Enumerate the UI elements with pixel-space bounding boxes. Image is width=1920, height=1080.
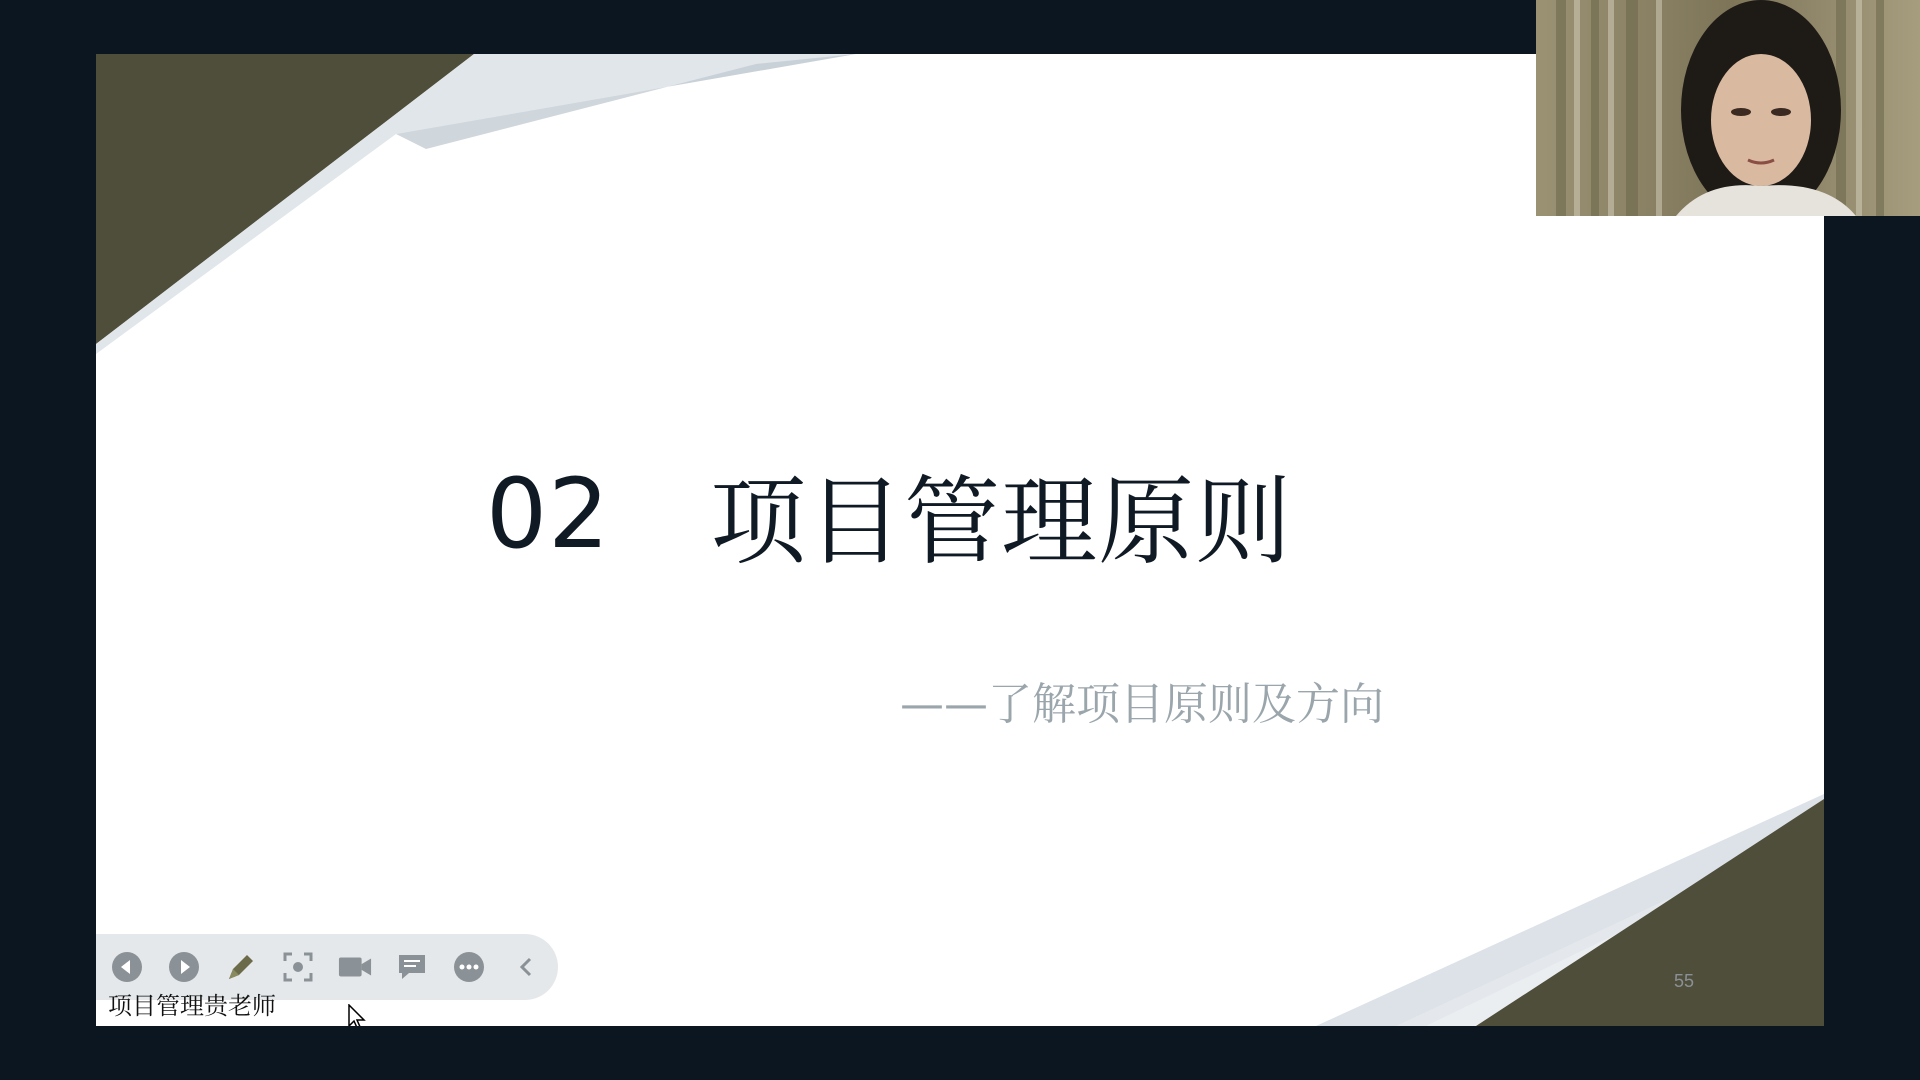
slide-subtitle: ——了解项目原则及方向 — [900, 679, 1384, 730]
webcam-image — [1536, 0, 1920, 216]
next-icon — [168, 951, 200, 983]
camera-button[interactable] — [338, 950, 372, 984]
more-button[interactable] — [452, 950, 486, 984]
comment-icon — [396, 951, 428, 983]
presenter-name: 项目管理贵老师 — [108, 992, 276, 1020]
previous-icon — [111, 951, 143, 983]
comment-button[interactable] — [395, 950, 429, 984]
collapse-icon — [514, 953, 538, 981]
pen-button[interactable] — [224, 950, 258, 984]
pen-icon — [225, 951, 257, 983]
previous-button[interactable] — [110, 950, 144, 984]
webcam-feed — [1536, 0, 1920, 216]
screenshot-button[interactable] — [281, 950, 315, 984]
more-icon — [453, 951, 485, 983]
slide-title — [486, 454, 1293, 578]
section-number: 02 — [486, 458, 611, 570]
collapse-button[interactable] — [509, 950, 543, 984]
mouse-cursor-icon — [348, 1004, 368, 1026]
page-number: 55 — [1673, 971, 1694, 991]
screenshot-icon — [282, 951, 314, 983]
next-button[interactable] — [167, 950, 201, 984]
section-title: 项目管理原则 — [710, 465, 1293, 578]
camera-icon — [338, 953, 372, 981]
